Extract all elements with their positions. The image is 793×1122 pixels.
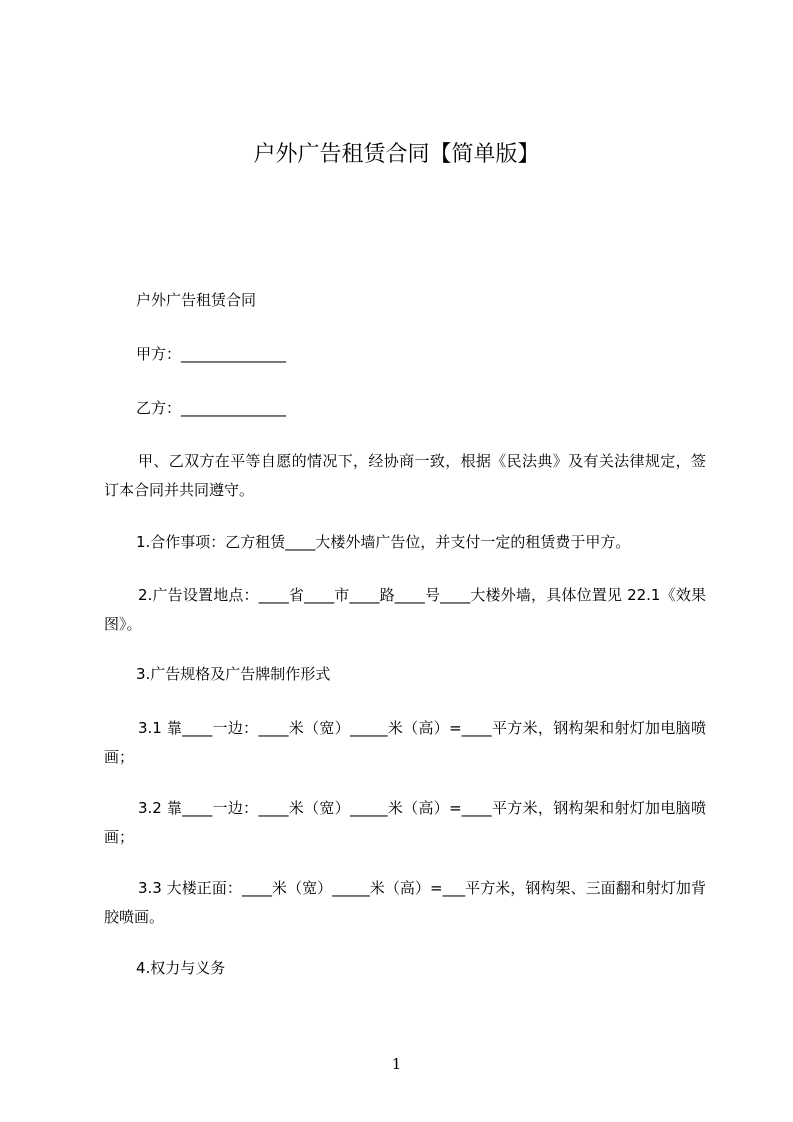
clause-2: 2.广告设置地点：____省____市____路____号____大楼外墙，具体位置见 22.1《效果图》。 <box>104 586 706 633</box>
clause-4-heading: 4.权力与义务 <box>136 959 226 977</box>
party-a-line: 甲方：______________ <box>136 345 287 363</box>
clause-3-1: 3.1 靠____一边：____米（宽）_____米（高）=____平方米，钢构架和射灯加电脑喷画； <box>104 719 706 766</box>
document-title: 户外广告租赁合同【简单版】 <box>253 142 540 167</box>
party-b-line: 乙方：______________ <box>136 399 287 417</box>
clause-1: 1.合作事项：乙方租赁____大楼外墙广告位，并支付一定的租赁费于甲方。 <box>136 533 631 551</box>
clause-3-heading: 3.广告规格及广告牌制作形式 <box>136 665 331 683</box>
page-number: 1 <box>391 1055 402 1073</box>
clause-3-2: 3.2 靠____一边：____米（宽）_____米（高）=____平方米，钢构架和射灯加电脑喷画； <box>104 799 706 846</box>
contract-heading: 户外广告租赁合同 <box>136 291 257 309</box>
preamble-paragraph: 甲、乙双方在平等自愿的情况下，经协商一致，根据《民法典》及有关法律规定，签订本合同并共同遵守。 <box>104 452 706 499</box>
clause-3-3: 3.3 大楼正面：____米（宽）_____米（高）=___平方米，钢构架、三面翻和射灯加背胶喷画。 <box>104 879 706 926</box>
